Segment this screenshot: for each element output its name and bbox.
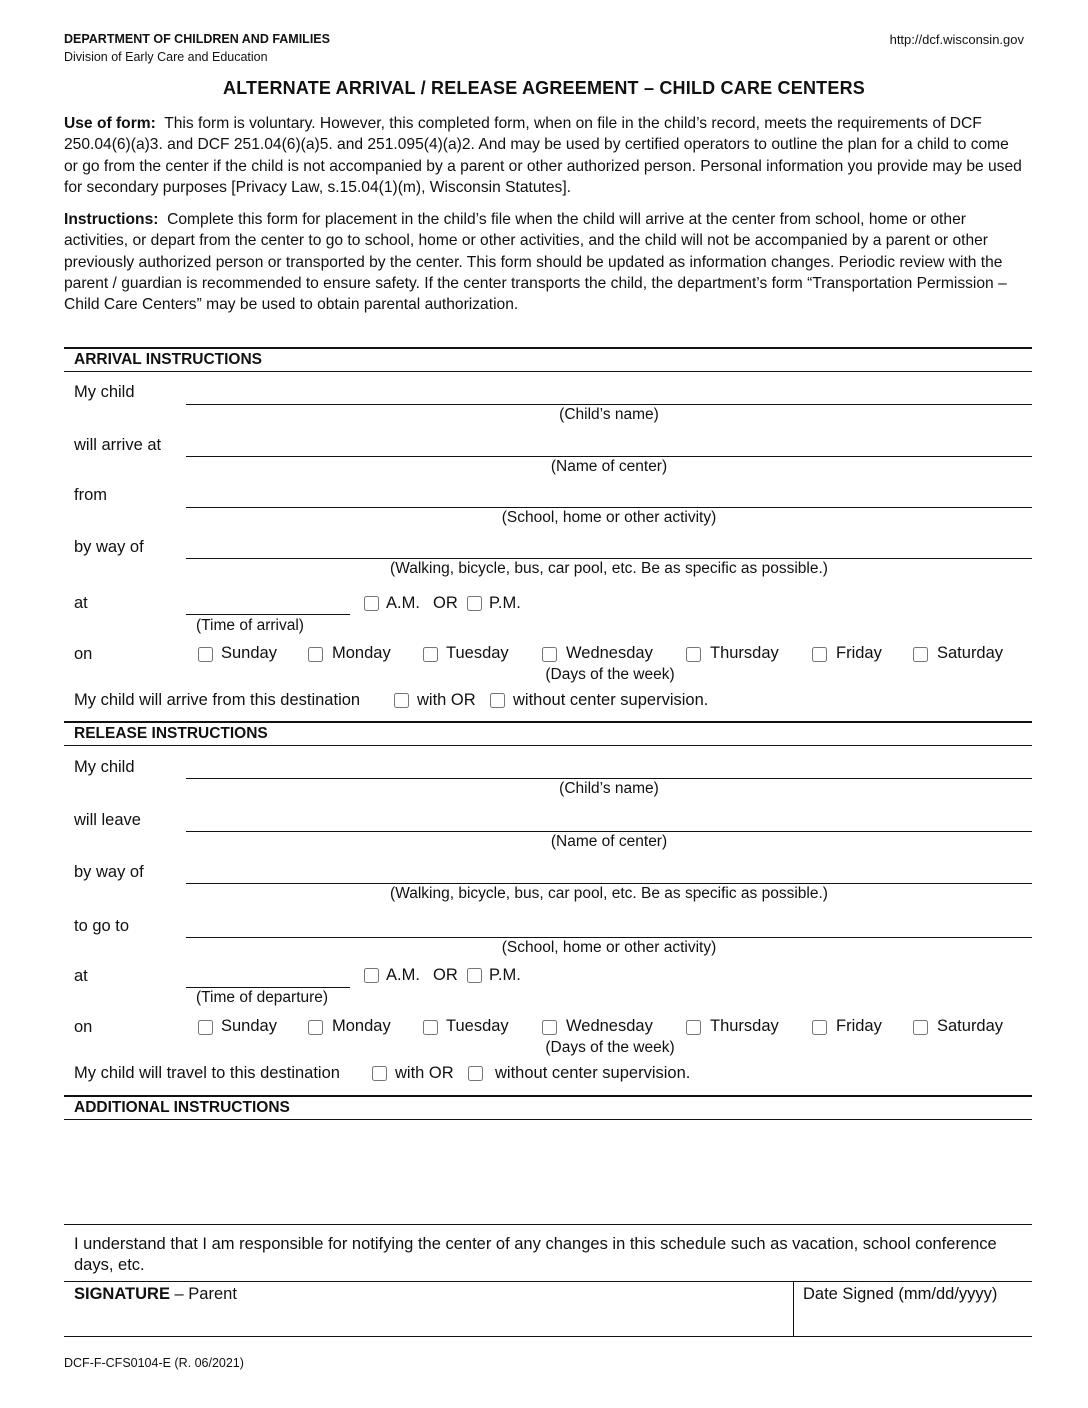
instructions-label: Instructions: [64, 211, 159, 228]
arrival-wednesday-label: Wednesday [566, 644, 653, 662]
signature-divider [793, 1281, 794, 1336]
release-destination-line [186, 937, 1032, 938]
instructions-paragraph [64, 209, 1026, 315]
arrival-am-label: A.M. [386, 594, 420, 612]
release-time-field[interactable] [186, 963, 354, 989]
use-of-form-text: This form is voluntary. However, this completed form, when on file in the child’s record, meets the requirements of DCF 250.04(6)(a)3. and DCF 251.04(6)(a)5. and 251.095(4)(a)2. And may be used by certified operators to outline the plan for a child to come or go from the center if the child is not accompanied by a parent or other authorized person. Personal information you provide may be used for secondary purposes [Privacy Law, s.15.04(1)(m), Wisconsin Statutes]. [64, 115, 1022, 196]
date-signed-field[interactable] [803, 1308, 1029, 1334]
signature-label: SIGNATURE [74, 1285, 170, 1303]
arrival-time-caption: (Time of arrival) [196, 617, 304, 634]
release-top-rule [64, 721, 1032, 723]
additional-heading-rule [64, 1119, 1032, 1120]
arrival-from-label: from [74, 486, 107, 504]
instructions-text: Complete this form for placement in the child’s file when the child will arrive at the center from school, home or other activities, or depart from the center to go to school, home or other activities, and the child will not be accompanied by a parent or other previously authorized person or transported by the center. This form should be updated as information changes. Periodic review with the parent / guardian is recommended to ensure safety. If the center transports the child, the department’s form “Transportation Permission – Child Care Centers” may be used to obtain parental authorization. [64, 211, 1007, 314]
use-of-form-paragraph [64, 113, 1026, 198]
arrival-supervision-label: My child will arrive from this destination [74, 691, 361, 709]
arrival-wednesday-checkbox[interactable] [542, 647, 557, 662]
release-tuesday-label: Tuesday [446, 1017, 509, 1035]
arrival-time-field[interactable] [186, 590, 354, 616]
release-thursday-label: Thursday [710, 1017, 779, 1035]
arrival-saturday-checkbox[interactable] [913, 647, 928, 662]
release-thursday-checkbox[interactable] [686, 1020, 701, 1035]
release-heading-rule [64, 745, 1032, 746]
arrival-transport-field[interactable] [186, 534, 1036, 560]
release-friday-checkbox[interactable] [812, 1020, 827, 1035]
arrival-transport-caption: (Walking, bicycle, bus, car pool, etc. Be as specific as possible.) [390, 560, 828, 577]
additional-heading: ADDITIONAL INSTRUCTIONS [74, 1099, 290, 1116]
signature-bottom-rule [64, 1336, 1032, 1337]
arrival-days-caption: (Days of the week) [545, 666, 675, 683]
release-with-or-label: with OR [395, 1064, 454, 1082]
arrival-with-or-label: with OR [417, 691, 476, 709]
arrival-pm-label: P.M. [489, 594, 521, 612]
release-am-checkbox[interactable] [364, 968, 379, 983]
release-without-label: without center supervision. [495, 1064, 691, 1082]
release-tuesday-checkbox[interactable] [423, 1020, 438, 1035]
arrival-sunday-label: Sunday [221, 644, 277, 662]
arrival-my-child-label: My child [74, 383, 135, 401]
arrival-heading-rule [64, 371, 1032, 372]
release-sunday-label: Sunday [221, 1017, 277, 1035]
release-center-name-field[interactable] [186, 807, 1036, 833]
release-monday-checkbox[interactable] [308, 1020, 323, 1035]
arrival-from-line [186, 507, 1032, 508]
signature-label-group [74, 1285, 237, 1304]
release-time-line [186, 987, 350, 988]
acknowledgement-top-rule [64, 1224, 1032, 1225]
arrival-saturday-label: Saturday [937, 644, 1004, 662]
arrival-center-name-field[interactable] [186, 432, 1036, 458]
signature-field[interactable] [74, 1308, 788, 1334]
release-wednesday-checkbox[interactable] [542, 1020, 557, 1035]
arrival-or-label: OR [433, 594, 458, 612]
release-my-child-label: My child [74, 758, 135, 776]
release-destination-field[interactable] [186, 913, 1036, 939]
agency-name: DEPARTMENT OF CHILDREN AND FAMILIES [64, 32, 330, 46]
arrival-thursday-label: Thursday [710, 644, 779, 662]
release-to-go-label: to go to [74, 917, 130, 935]
release-friday-label: Friday [836, 1017, 882, 1035]
release-child-name-field[interactable] [186, 754, 1036, 780]
form-title: ALTERNATE ARRIVAL / RELEASE AGREEMENT – CHILD CARE CENTERS [223, 78, 865, 98]
additional-top-rule [64, 1095, 1032, 1097]
release-on-label: on [74, 1018, 93, 1036]
division-name: Division of Early Care and Education [64, 50, 268, 64]
signature-suffix: – Parent [169, 1285, 237, 1303]
release-or-label: OR [433, 966, 458, 984]
arrival-child-name-caption: (Child’s name) [559, 406, 659, 423]
arrival-monday-checkbox[interactable] [308, 647, 323, 662]
release-center-name-caption: (Name of center) [550, 833, 668, 850]
release-child-name-line [186, 778, 1032, 779]
arrival-on-label: on [74, 645, 93, 663]
release-wednesday-label: Wednesday [566, 1017, 653, 1035]
release-saturday-label: Saturday [937, 1017, 1004, 1035]
arrival-top-rule [64, 347, 1032, 349]
release-with-supervision-checkbox[interactable] [372, 1066, 387, 1081]
release-supervision-label: My child will travel to this destination [74, 1064, 340, 1082]
release-transport-caption: (Walking, bicycle, bus, car pool, etc. Be as specific as possible.) [390, 885, 828, 902]
arrival-tuesday-checkbox[interactable] [423, 647, 438, 662]
use-of-form-label: Use of form: [64, 115, 156, 132]
arrival-by-way-label: by way of [74, 538, 144, 556]
arrival-center-name-caption: (Name of center) [550, 458, 668, 475]
arrival-from-caption: (School, home or other activity) [501, 509, 717, 526]
arrival-friday-checkbox[interactable] [812, 647, 827, 662]
release-transport-line [186, 883, 1032, 884]
arrival-time-line [186, 614, 350, 615]
signature-top-rule [64, 1281, 1032, 1282]
arrival-friday-label: Friday [836, 644, 882, 662]
arrival-transport-line [186, 558, 1032, 559]
release-by-way-label: by way of [74, 863, 144, 881]
arrival-child-name-line [186, 404, 1032, 405]
arrival-sunday-checkbox[interactable] [198, 647, 213, 662]
arrival-with-supervision-checkbox[interactable] [394, 693, 409, 708]
arrival-at-label: at [74, 594, 88, 612]
date-signed-label: Date Signed (mm/dd/yyyy) [803, 1285, 998, 1303]
form-number: DCF-F-CFS0104-E (R. 06/2021) [64, 1356, 244, 1370]
release-heading: RELEASE INSTRUCTIONS [74, 725, 268, 742]
arrival-am-checkbox[interactable] [364, 596, 379, 611]
release-time-caption: (Time of departure) [196, 989, 329, 1006]
release-pm-checkbox[interactable] [467, 968, 482, 983]
additional-instructions-field[interactable] [70, 1124, 1030, 1224]
arrival-heading: ARRIVAL INSTRUCTIONS [74, 351, 263, 368]
arrival-tuesday-label: Tuesday [446, 644, 509, 662]
arrival-pm-checkbox[interactable] [467, 596, 482, 611]
release-will-leave-label: will leave [74, 811, 141, 829]
release-monday-label: Monday [332, 1017, 391, 1035]
release-saturday-checkbox[interactable] [913, 1020, 928, 1035]
arrival-thursday-checkbox[interactable] [686, 647, 701, 662]
release-days-caption: (Days of the week) [545, 1039, 675, 1056]
release-transport-field[interactable] [186, 859, 1036, 885]
arrival-without-label: without center supervision. [513, 691, 709, 709]
arrival-center-name-line [186, 456, 1032, 457]
arrival-will-arrive-label: will arrive at [74, 436, 162, 454]
release-child-name-caption: (Child’s name) [559, 780, 659, 797]
arrival-child-name-field[interactable] [186, 380, 1036, 406]
release-destination-caption: (School, home or other activity) [501, 939, 717, 956]
arrival-monday-label: Monday [332, 644, 391, 662]
arrival-without-supervision-checkbox[interactable] [490, 693, 505, 708]
agency-url: http://dcf.wisconsin.gov [889, 32, 1024, 47]
release-at-label: at [74, 967, 88, 985]
release-am-label: A.M. [386, 966, 420, 984]
release-without-supervision-checkbox[interactable] [468, 1066, 483, 1081]
release-sunday-checkbox[interactable] [198, 1020, 213, 1035]
arrival-from-field[interactable] [186, 483, 1036, 509]
acknowledgement-text: I understand that I am responsible for notifying the center of any changes in this schedule such as vacation, school conference days, etc. [74, 1235, 997, 1274]
release-pm-label: P.M. [489, 966, 521, 984]
release-center-name-line [186, 831, 1032, 832]
